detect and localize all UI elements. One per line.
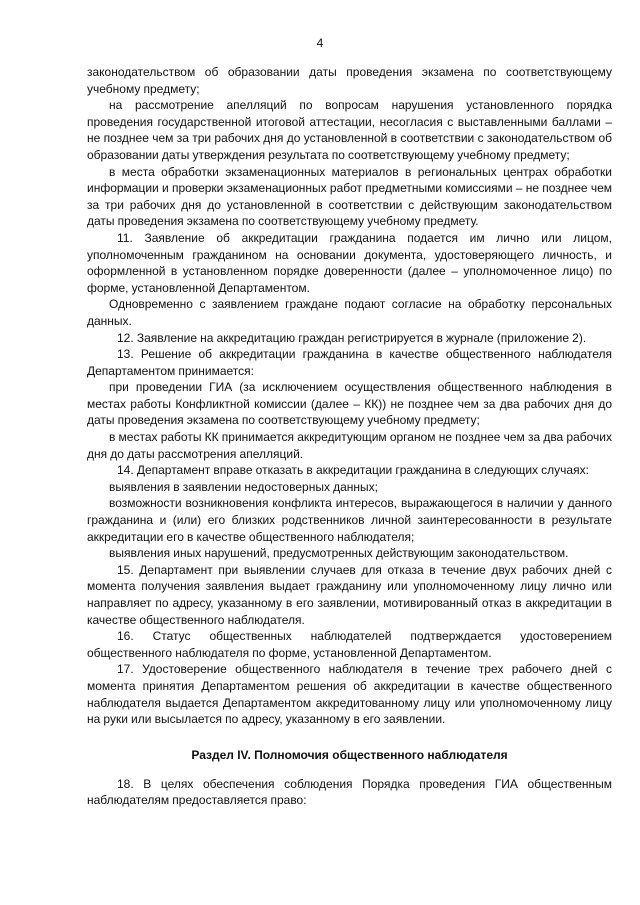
paragraph: 15. Департамент при выявлении случаев для отказа в течение двух рабочих дней с момента получения заявления выдает гражданину или уполномоченному лицу лично или направляет по адресу, указанному в его заявлении, мотивированный отказ в аккредитации в качестве общественного наблюдателя.	[87, 562, 612, 627]
paragraph: 13. Решение об аккредитации гражданина в качестве общественного наблюдателя Департаментом принимается:	[87, 347, 612, 378]
paragraph: в местах работы КК принимается аккредитующим органом не позднее чем за два рабочих дня до даты рассмотрения апелляций.	[87, 430, 612, 461]
paragraph: Одновременно с заявлением граждане подают согласие на обработку персональных данных.	[87, 297, 612, 328]
paragraphs-after-section	[87, 776, 612, 809]
paragraph: в места обработки экзаменационных материалов в региональных центрах обработки информации и проверки экзаменационных работ предметными комиссиями – не позднее чем за три рабочих дня до установленной в соответствии с действующим законодательством даты проведения экзамена по соответствующему учебному предмету.	[87, 164, 612, 229]
paragraph: 14. Департамент вправе отказать в аккредитации гражданина в следующих случаях:	[117, 463, 589, 478]
section-heading: Раздел IV. Полномочия общественного наблюдателя	[191, 747, 508, 762]
paragraph: выявления в заявлении недостоверных данных;	[109, 479, 378, 494]
paragraph: 17. Удостоверение общественного наблюдателя в течение трех рабочего дней с момента принятия Департаментом решения об аккредитации в качестве общественного наблюдателя выдается Департаментом аккредитованному лицу или уполномоченному лицу на руки или высылается по адресу, указанному в его заявлении.	[87, 662, 612, 727]
paragraph: возможности возникновения конфликта интересов, выражающегося в наличии у данного гражданина и (или) его близких родственников личной заинтересованности в результате аккредитации его в качестве общественного наблюдателя;	[87, 496, 612, 544]
paragraph: 18. В целях обеспечения соблюдения Порядка проведения ГИА общественным наблюдателям предоставляется право:	[87, 776, 612, 808]
paragraph: 11. Заявление об аккредитации гражданина подается им лично или лицом, уполномоченным гражданином на основании документа, удостоверяющего личность, и оформленной в установленном порядке доверенности (далее – уполномоченное лицо) по форме, установленной Департаментом.	[87, 230, 612, 295]
paragraph: на рассмотрение апелляций по вопросам нарушения установленного порядка проведения государственной итоговой аттестации, несогласия с выставленными баллами – не позднее чем за три рабочих дня до установленной в соответствии с законодательством об образовании даты утверждения результата по соответствующему учебному предмету;	[87, 98, 612, 162]
document-body	[87, 64, 612, 809]
paragraph: выявления иных нарушений, предусмотренных действующим законодательством.	[109, 546, 569, 561]
paragraph: при проведении ГИА (за исключением осуществления общественного наблюдения в местах работы Конфликтной комиссии (далее – КК)) не позднее чем за два рабочих дня до даты проведения экзамена по соответствующему учебному предмету;	[87, 380, 612, 428]
paragraph: 12. Заявление на аккредитацию граждан регистрируется в журнале (приложение 2).	[117, 330, 587, 345]
paragraph: 16. Статус общественных наблюдателей подтверждается удостоверением общественного наблюдателя по форме, установленной Департаментом.	[87, 629, 612, 660]
paragraph: законодательством об образовании даты проведения экзамена по соответствующему учебному предмету;	[87, 65, 612, 96]
paragraphs-before-section	[87, 64, 612, 728]
page-number: 4	[316, 36, 324, 50]
